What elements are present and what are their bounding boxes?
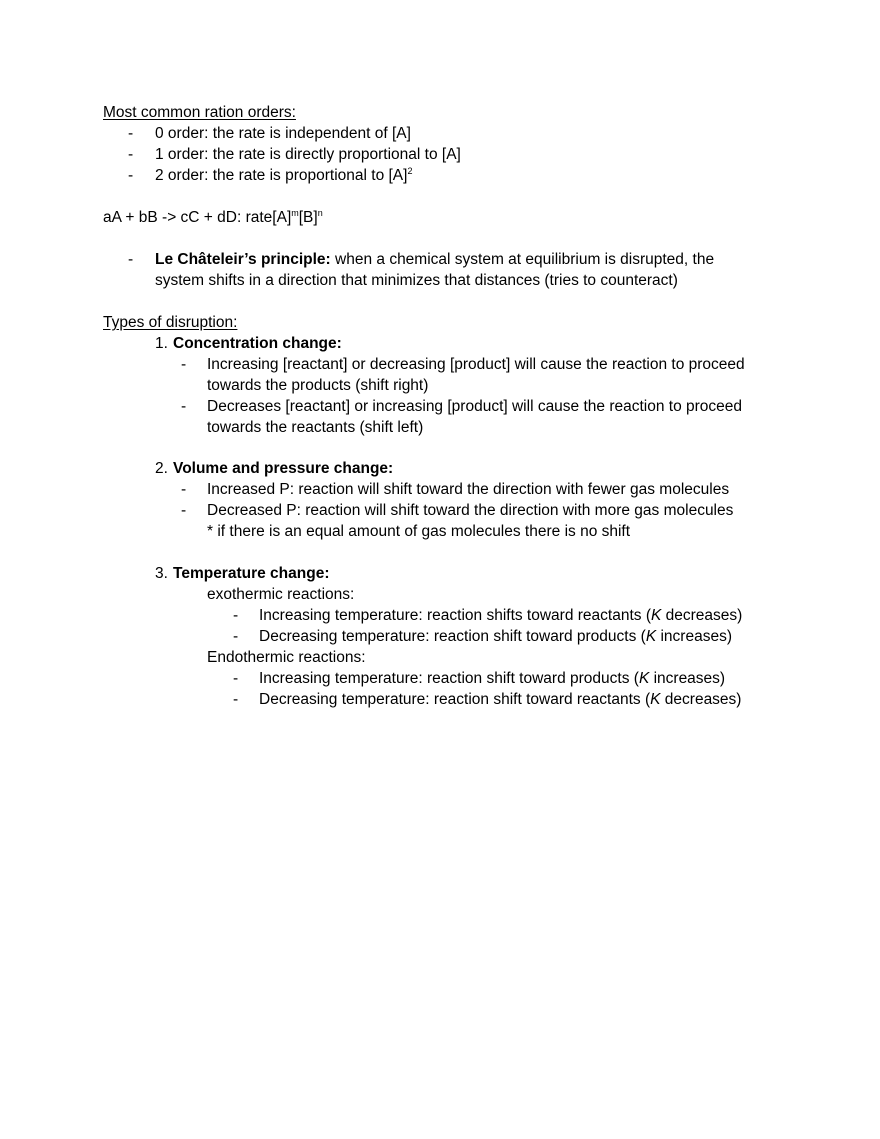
chatelier-line-2: system shifts in a direction that minimizes that distances (tries to counteract) <box>155 272 678 289</box>
item-text: Decreasing temperature: reaction shift toward reactants ( <box>259 691 651 708</box>
list-bullet: - <box>233 607 239 624</box>
list-bullet: - <box>181 502 187 519</box>
rate-order-text: 2 order: the rate is proportional to [A] <box>155 167 408 184</box>
chatelier-term: Le Châteleir’s principle: <box>155 251 331 268</box>
rate-law-mid: [B] <box>298 209 318 226</box>
item-text: Decreasing temperature: reaction shift toward products ( <box>259 628 646 645</box>
exothermic-item <box>259 626 732 647</box>
superscript: 2 <box>407 166 413 176</box>
endothermic-item <box>259 689 741 710</box>
disruption-heading: Types of disruption: <box>103 314 238 331</box>
list-bullet: - <box>128 167 134 184</box>
superscript-m: m <box>291 208 299 218</box>
item-text: decreases) <box>660 691 742 708</box>
list-bullet: - <box>181 398 187 415</box>
item-text: increases) <box>656 628 732 645</box>
k-symbol: K <box>638 670 650 687</box>
exothermic-label: exothermic reactions: <box>207 586 355 603</box>
k-symbol: K <box>650 691 661 708</box>
temperature-title: Temperature change: <box>173 565 330 582</box>
list-bullet: - <box>128 251 134 268</box>
chatelier-line-1 <box>155 249 714 270</box>
volume-number: 2. <box>155 460 168 477</box>
rate-order-item: 1 order: the rate is directly proportional to [A] <box>155 146 461 163</box>
rate-law-prefix: aA + bB -> cC + dD: rate[A] <box>103 209 292 226</box>
endothermic-item <box>259 668 725 689</box>
volume-item: Decreased P: reaction will shift toward the direction with more gas molecules <box>207 502 734 519</box>
chatelier-definition: when a chemical system at equilibrium is disrupted, the <box>330 251 715 268</box>
list-bullet: - <box>233 628 239 645</box>
volume-title: Volume and pressure change: <box>173 460 394 477</box>
k-symbol: K <box>651 607 662 624</box>
item-text: Increasing temperature: reaction shifts toward reactants ( <box>259 607 651 624</box>
k-symbol: K <box>645 628 657 645</box>
list-bullet: - <box>233 670 239 687</box>
list-bullet: - <box>128 146 134 163</box>
list-bullet: - <box>181 481 187 498</box>
concentration-title: Concentration change: <box>173 335 342 352</box>
concentration-item-line: Decreases [reactant] or increasing [product] will cause the reaction to proceed <box>207 398 743 415</box>
concentration-item-line: towards the reactants (shift left) <box>207 419 424 436</box>
item-text: decreases) <box>661 607 743 624</box>
endothermic-label: Endothermic reactions: <box>207 649 366 666</box>
list-bullet: - <box>128 125 134 142</box>
concentration-number: 1. <box>155 335 168 352</box>
temperature-number: 3. <box>155 565 168 582</box>
concentration-item-line: Increasing [reactant] or decreasing [product] will cause the reaction to proceed <box>207 356 745 373</box>
volume-note: * if there is an equal amount of gas molecules there is no shift <box>207 523 631 540</box>
rate-order-item: 0 order: the rate is independent of [A] <box>155 125 411 142</box>
list-bullet: - <box>181 356 187 373</box>
item-text: Increasing temperature: reaction shift toward products ( <box>259 670 639 687</box>
item-text: increases) <box>649 670 726 687</box>
exothermic-item <box>259 605 742 626</box>
list-bullet: - <box>233 691 239 708</box>
volume-item: Increased P: reaction will shift toward the direction with fewer gas molecules <box>207 481 730 498</box>
concentration-item-line: towards the products (shift right) <box>207 377 429 394</box>
rate-law-equation <box>103 207 323 228</box>
superscript-n: n <box>317 208 323 218</box>
rate-order-item <box>155 165 412 186</box>
rate-orders-heading: Most common ration orders: <box>103 104 296 121</box>
